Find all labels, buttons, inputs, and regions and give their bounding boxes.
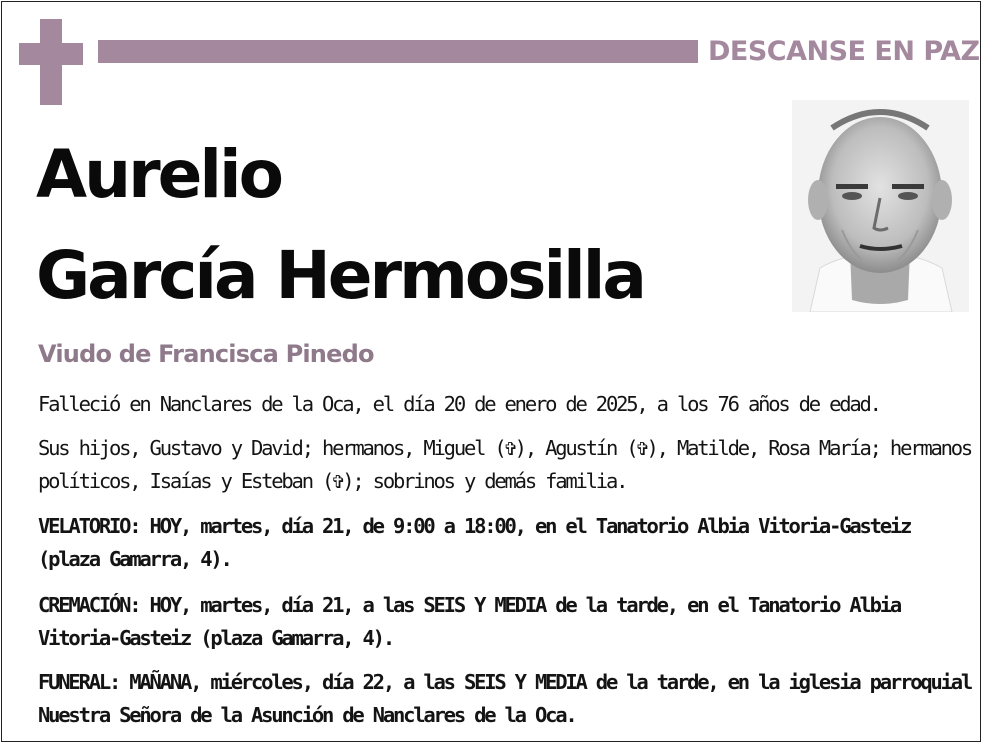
obituary-card xyxy=(1,1,981,742)
cross-icon xyxy=(19,19,83,105)
funeral-details: FUNERAL: MAÑANA, miércoles, día 22, a las SEIS Y MEDIA de la tarde, en la iglesia parroquial Nuestra Señora de la Asunción de Nanclares de la Oca. xyxy=(38,670,972,727)
header-label: DESCANSE EN PAZ xyxy=(708,36,980,67)
first-name: Aurelio xyxy=(36,136,281,213)
wake-details: VELATORIO: HOY, martes, día 21, de 9:00 a 18:00, en el Tanatorio Albia Vitoria-Gasteiz (plaza Gamarra, 4). xyxy=(38,514,911,571)
portrait-photo xyxy=(792,100,969,312)
surnames: García Hermosilla xyxy=(36,237,644,314)
family-list: Sus hijos, Gustavo y David; hermanos, Miguel (✞), Agustín (✞), Matilde, Rosa María; hermanos políticos, Isaías y Esteban (✞); sobrinos y demás familia. xyxy=(38,436,972,493)
death-notice: Falleció en Nanclares de la Oca, el día 20 de enero de 2025, a los 76 años de edad. xyxy=(38,392,880,416)
cremation-details: CREMACIÓN: HOY, martes, día 21, a las SEIS Y MEDIA de la tarde, en el Tanatorio Albia Vitoria-Gasteiz (plaza Gamarra, 4). xyxy=(38,593,901,650)
header-rule xyxy=(98,40,698,63)
relation-subtitle: Viudo de Francisca Pinedo xyxy=(38,340,374,368)
